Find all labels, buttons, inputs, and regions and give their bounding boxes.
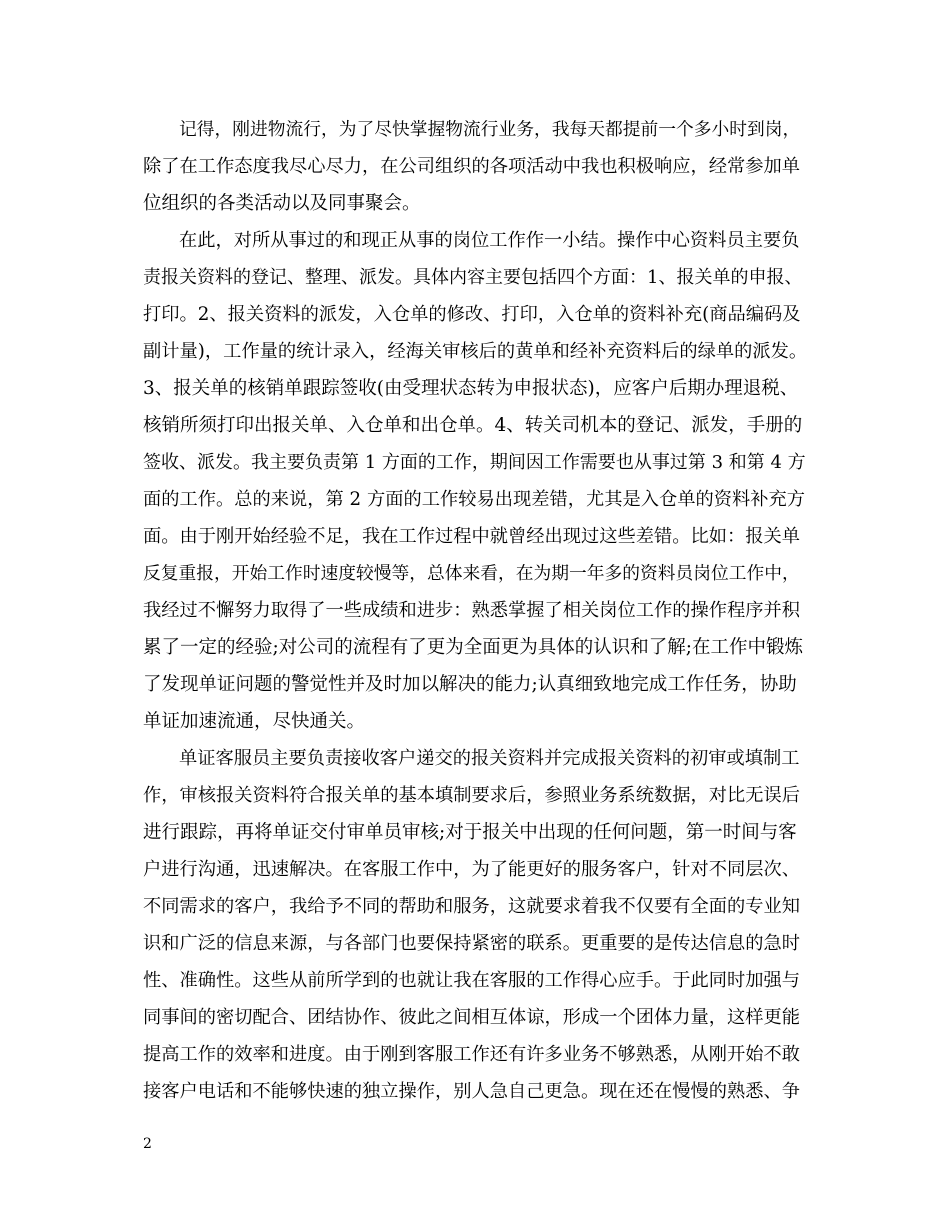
text-line: 累了一定的经验;对公司的流程有了更为全面更为具体的认识和了解;在工作中锻炼 bbox=[143, 637, 803, 658]
text-line: 不同需求的客户，我给予不同的帮助和服务，这就要求着我不仅要有全面的专业知 bbox=[143, 896, 800, 917]
text-line: 记得，刚进物流行，为了尽快掌握物流行业务，我每天都提前一个多小时到岗， bbox=[179, 120, 801, 140]
text-line: 在此，对所从事过的和现正从事的岗位工作作一小结。操作中心资料员主要负 bbox=[179, 230, 800, 251]
text-line: 性、准确性。这些从前所学到的也就让我在客服的工作得心应手。于此同时加强与 bbox=[143, 970, 800, 991]
text-line: 接客户电话和不能够快速的独立操作，别人急自己更急。现在还在慢慢的熟悉、争 bbox=[143, 1081, 800, 1102]
text-line: 核销所须打印出报关单、入仓单和出仓单。4、转关司机本的登记、派发，手册的 bbox=[143, 415, 803, 436]
text-line: 副计量)，工作量的统计录入，经海关审核后的黄单和经补充资料后的绿单的派发。 bbox=[143, 341, 808, 362]
text-line: 了发现单证问题的警觉性并及时加以解决的能力;认真细致地完成工作任务，协助 bbox=[143, 674, 797, 695]
text-line: 单证客服员主要负责接收客户递交的报关资料并完成报关资料的初审或填制工 bbox=[179, 748, 800, 769]
text-line: 户进行沟通，迅速解决。在客服工作中，为了能更好的服务客户，针对不同层次、 bbox=[143, 859, 800, 880]
text-line: 提高工作的效率和进度。由于刚到客服工作还有许多业务不够熟悉，从刚开始不敢 bbox=[143, 1044, 800, 1065]
text-line: 反复重报，开始工作时速度较慢等，总体来看，在为期一年多的资料员岗位工作中， bbox=[143, 564, 800, 584]
text-line: 单证加速流通，尽快通关。 bbox=[143, 711, 366, 732]
text-line: 3、报关单的核销单跟踪签收(由受理状态转为申报状态)，应客户后期办理退税、 bbox=[143, 378, 799, 399]
text-line: 我经过不懈努力取得了一些成绩和进步：熟悉掌握了相关岗位工作的操作程序并积 bbox=[143, 600, 800, 621]
text-line: 打印。2、报关资料的派发，入仓单的修改、打印，入仓单的资料补充(商品编码及 bbox=[143, 304, 801, 325]
text-line: 同事间的密切配合、团结协作、彼此之间相互体谅，形成一个团体力量，这样更能 bbox=[143, 1007, 800, 1028]
text-line: 除了在工作态度我尽心尽力，在公司组织的各项活动中我也积极响应，经常参加单 bbox=[143, 156, 800, 177]
text-line: 进行跟踪，再将单证交付审单员审核;对于报关中出现的任何问题，第一时间与客 bbox=[143, 822, 797, 843]
text-line: 面的工作。总的来说，第 2 方面的工作较易出现差错，尤其是入仓单的资料补充方 bbox=[143, 489, 805, 510]
text-line: 识和广泛的信息来源，与各部门也要保持紧密的联系。更重要的是传达信息的急时 bbox=[143, 933, 800, 954]
text-line: 面。由于刚开始经验不足，我在工作过程中就曾经出现过这些差错。比如：报关单 bbox=[143, 526, 800, 547]
text-line: 责报关资料的登记、整理、派发。具体内容主要包括四个方面：1、报关单的申报、 bbox=[143, 267, 803, 288]
text-line: 作，审核报关资料符合报关单的基本填制要求后，参照业务系统数据，对比无误后 bbox=[143, 785, 800, 806]
page-number: 2 bbox=[143, 1136, 152, 1152]
text-line: 签收、派发。我主要负责第 1 方面的工作，期间因工作需要也从事过第 3 和第 4 方 bbox=[143, 452, 806, 473]
text-line: 位组织的各类活动以及同事聚会。 bbox=[143, 193, 421, 214]
